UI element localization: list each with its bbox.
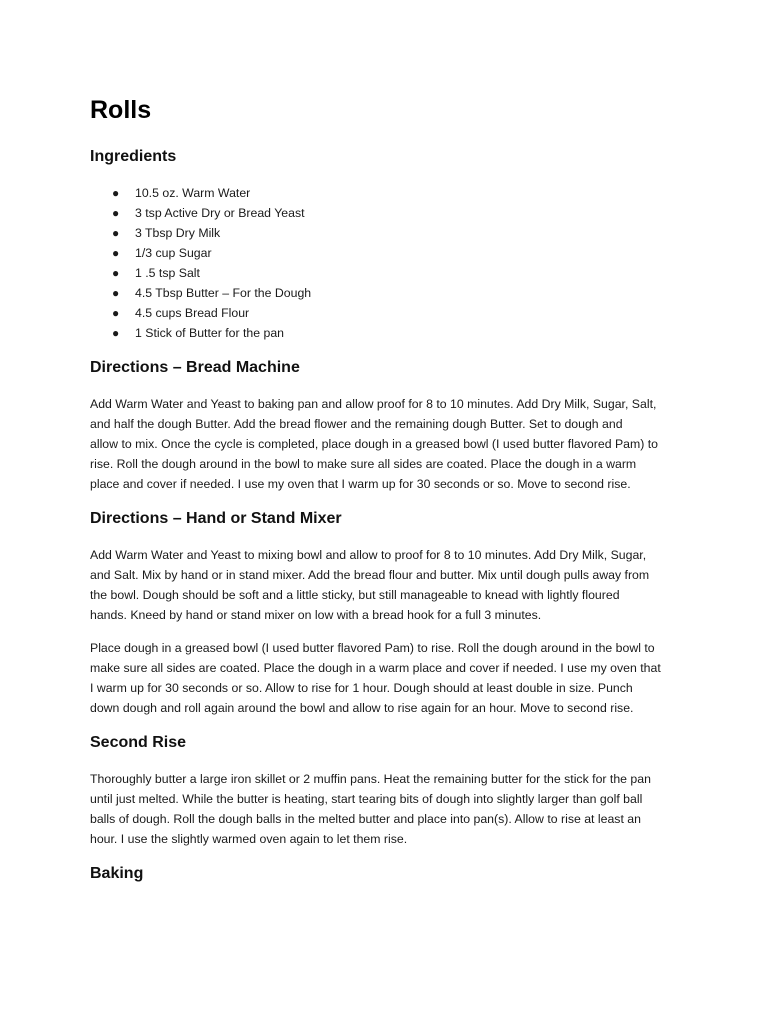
- list-item: ● 1 Stick of Butter for the pan: [90, 323, 311, 343]
- list-item: ● 10.5 oz. Warm Water: [90, 183, 311, 203]
- list-item: ● 1 .5 tsp Salt: [90, 263, 311, 283]
- list-item: ● 4.5 cups Bread Flour: [90, 303, 311, 323]
- list-item: ● 1/3 cup Sugar: [90, 243, 311, 263]
- first-rise-directions: Place dough in a greased bowl (I used butter flavored Pam) to rise. Roll the dough around in the bowl to make sure all sides are coated. Place the dough in a warm place and cover if needed. I use my oven that I warm up for 30 seconds or so. Allow to rise for 1 hour. Dough should at least double in size. Punch down dough and roll again around the bowl and allow to rise again for an hour. Move to second rise.: [90, 641, 661, 715]
- bullet-icon: ●: [112, 266, 120, 280]
- ingredients-list: [90, 183, 311, 343]
- hand-mixer-directions: Add Warm Water and Yeast to mixing bowl and allow to proof for 8 to 10 minutes. Add Dry Milk, Sugar, and Salt. Mix by hand or in stand mixer. Add the bread flour and butter. Mix until dough pulls away from the bowl. Dough should be soft and a little sticky, but still manageable to knead with lightly floured hands. Kneed by hand or stand mixer on low with a bread hook for a full 3 minutes.: [90, 548, 650, 622]
- page-title: Rolls: [90, 96, 152, 124]
- bread-machine-directions: Add Warm Water and Yeast to baking pan and allow proof for 8 to 10 minutes. Add Dry Milk, Sugar, Salt, and half the dough Butter. Add the bread flower and the remaining dough Butter. Set to dough and allow to mix. Once the cycle is completed, place dough in a greased bowl (I used butter flavored Pam) to rise. Roll the dough around in the bowl to make sure all sides are coated. Place the dough in a warm place and cover if needed. I use my oven that I warm up for 30 seconds or so. Move to second rise.: [90, 397, 658, 491]
- bullet-icon: ●: [112, 326, 120, 340]
- bread-machine-heading: Directions – Bread Machine: [90, 359, 300, 376]
- list-item: ● 3 tsp Active Dry or Bread Yeast: [90, 203, 311, 223]
- hand-mixer-heading: Directions – Hand or Stand Mixer: [90, 510, 342, 527]
- bullet-icon: ●: [112, 306, 120, 320]
- list-item: ● 4.5 Tbsp Butter – For the Dough: [90, 283, 311, 303]
- ingredients-heading: Ingredients: [90, 148, 177, 165]
- bullet-icon: ●: [112, 286, 120, 300]
- bullet-icon: ●: [112, 226, 120, 240]
- bullet-icon: ●: [112, 206, 120, 220]
- list-item: ● 3 Tbsp Dry Milk: [90, 223, 311, 243]
- bullet-icon: ●: [112, 246, 120, 260]
- second-rise-heading: Second Rise: [90, 734, 187, 751]
- second-rise-directions: Thoroughly butter a large iron skillet or 2 muffin pans. Heat the remaining butter for the stick for the pan until just melted. While the butter is heating, start tearing bits of dough into slightly larger than golf ball balls of dough. Roll the dough balls in the melted butter and place into pan(s). Allow to rise at least an hour. I use the slightly warmed oven again to let them rise.: [90, 772, 651, 846]
- baking-heading: Baking: [90, 865, 144, 882]
- bullet-icon: ●: [112, 186, 120, 200]
